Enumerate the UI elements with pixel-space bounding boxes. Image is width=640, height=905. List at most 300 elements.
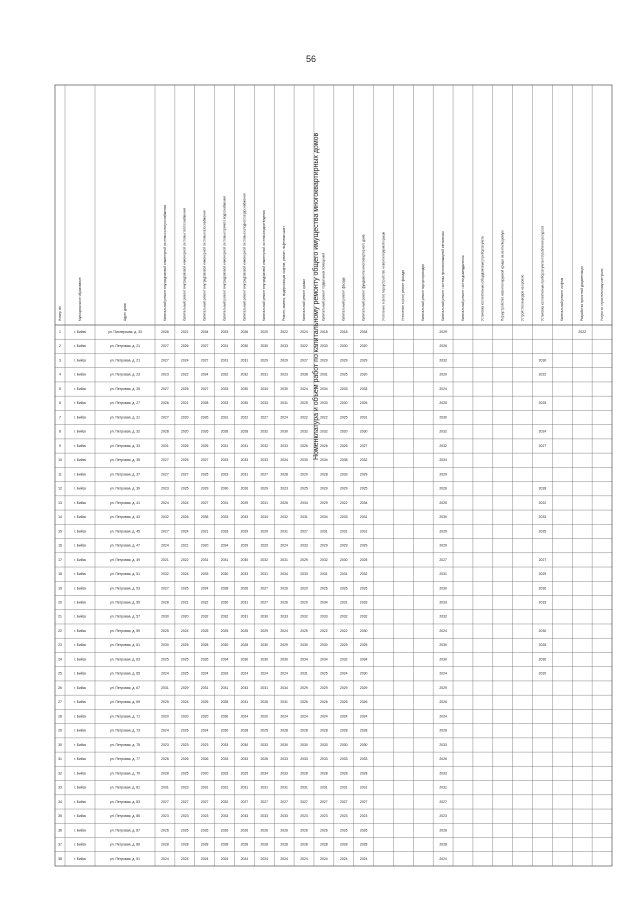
cell-year: 2033 <box>339 757 348 762</box>
cell-address: ул. Петровая, д. 77 <box>109 757 141 762</box>
column-header: Утепление и (или) переустройство невентилируемой крыши <box>381 231 386 321</box>
cell-year: 2028 <box>220 842 229 847</box>
cell-year: 2032 <box>300 429 308 434</box>
cell-year: 2020 <box>359 372 368 377</box>
cell-year: 2018 <box>339 330 348 335</box>
cell-year: 2029 <box>260 628 269 633</box>
cell-year: 2034 <box>220 543 229 548</box>
cell-year: 2027 <box>200 386 209 391</box>
cell-address: ул. Петровая, д. 61 <box>109 643 141 648</box>
cell-year: 2029 <box>260 543 269 548</box>
cell-year: 2024 <box>220 856 229 861</box>
cell-year: 2029 <box>280 358 288 363</box>
cell-year: 2020 <box>181 415 189 420</box>
cell-year: 2030 <box>320 643 328 648</box>
cell-year: 2025 <box>181 643 189 648</box>
cell-year: 2027 <box>161 472 169 477</box>
cell-num: 25 <box>58 671 62 676</box>
cell-year: 2033 <box>359 386 368 391</box>
cell-year: 2033 <box>260 458 269 463</box>
cell-year: 2026 <box>181 443 189 448</box>
cell-mo: г. Бийск <box>74 344 86 349</box>
cell-year: 2026 <box>200 429 209 434</box>
cell-mo: г. Бийск <box>74 814 86 819</box>
cell-year: 2027 <box>161 344 169 349</box>
cell-year: 2025 <box>220 628 229 633</box>
cell-year: 2023 <box>161 486 169 491</box>
cell-year: 2021 <box>181 330 189 335</box>
cell-year: 2023 <box>181 742 189 747</box>
cell-year: 2032 <box>220 614 229 619</box>
cell-year: 2024 <box>439 628 447 633</box>
cell-year: 2030 <box>339 401 348 406</box>
cell-year: 2030 <box>339 344 348 349</box>
cell-year: 2026 <box>240 828 249 833</box>
cell-year: 2034 <box>280 458 288 463</box>
cell-year: 2031 <box>260 372 269 377</box>
column-header: Капитальный ремонт систем дымоудаления <box>460 255 465 321</box>
cell-mo: г. Бийск <box>74 486 86 491</box>
cell-year: 2034 <box>359 330 368 335</box>
cell-year: 2020 <box>359 344 368 349</box>
cell-year: 2032 <box>439 429 447 434</box>
cell-year: 2029 <box>359 685 368 690</box>
cell-year: 2031 <box>339 600 348 605</box>
column-header: Капитальный ремонт внутридомовой инженерной системы горячего водоснабжения <box>222 195 227 321</box>
cell-year: 2033 <box>220 529 229 534</box>
cell-year: 2027 <box>260 586 269 591</box>
cell-year: 2029 <box>300 600 308 605</box>
cell-year: 2028 <box>280 842 288 847</box>
cell-num: 35 <box>58 814 62 819</box>
cell-num: 20 <box>58 600 62 605</box>
cell-year: 2033 <box>220 671 229 676</box>
cell-year: 2033 <box>320 344 328 349</box>
cell-year: 2032 <box>339 657 348 662</box>
cell-year: 2024 <box>161 671 169 676</box>
cell-year: 2025 <box>300 628 308 633</box>
cell-num: 14 <box>58 515 62 520</box>
cell-year: 2024 <box>300 856 308 861</box>
cell-mo: г. Бийск <box>74 799 86 804</box>
cell-address: ул. Петровая, д. 43 <box>109 515 141 520</box>
cell-year: 2033 <box>220 515 229 520</box>
cell-year: 2030 <box>439 643 447 648</box>
cell-address: ул. Петровая, д. 49 <box>109 557 141 562</box>
document-title: Номенклатура и объем работ по капитальному ремонту общего имущества многоквартирных домов <box>313 132 320 460</box>
cell-address: ул. Петровая, д. 85 <box>109 814 141 819</box>
cell-year: 2023 <box>359 814 368 819</box>
cell-year: 2025 <box>339 415 348 420</box>
cell-mo: г. Бийск <box>74 330 86 335</box>
cell-year: 2029 <box>320 500 328 505</box>
column-header: Капитальный ремонт мусоропроводов <box>421 264 426 321</box>
cell-year: 2031 <box>339 785 348 790</box>
cell-year: 2024 <box>359 856 368 861</box>
cell-year: 2033 <box>220 771 229 776</box>
cell-year: 2033 <box>339 386 348 391</box>
cell-year: 2026 <box>240 486 249 491</box>
cell-year: 2033 <box>320 614 328 619</box>
cell-year: 2027 <box>359 443 368 448</box>
cell-year: 2031 <box>200 557 209 562</box>
cell-year: 2023 <box>339 814 348 819</box>
cell-year: 2027 <box>300 358 308 363</box>
cell-num: 24 <box>58 657 62 662</box>
cell-year: 2024 <box>200 728 209 733</box>
cell-year: 2034 <box>260 386 269 391</box>
cell-address: ул. Петровая, д. 37 <box>109 472 141 477</box>
column-header: Услуги по строительному контролю <box>599 268 604 321</box>
cell-year: 2033 <box>220 742 229 747</box>
cell-address: ул. Петровая, д. 57 <box>109 614 141 619</box>
cell-year: 2025 <box>181 458 189 463</box>
cell-year: 2027 <box>161 386 169 391</box>
cell-year: 2022 <box>300 344 308 349</box>
cell-year: 2031 <box>300 671 308 676</box>
cell-year: 2031 <box>240 358 249 363</box>
cell-year: 2027 <box>439 799 447 804</box>
cell-year: 2033 <box>240 458 249 463</box>
cell-num: 17 <box>58 557 62 562</box>
cell-year: 2028 <box>359 842 368 847</box>
cell-year: 2033 <box>220 757 229 762</box>
cell-year: 2026 <box>359 401 368 406</box>
cell-year: 2031 <box>220 358 229 363</box>
cell-year: 2024 <box>181 700 189 705</box>
cell-year: 2032 <box>359 572 368 577</box>
cell-year: 2023 <box>181 785 189 790</box>
cell-year: 2031 <box>220 443 229 448</box>
cell-year: 2024 <box>439 714 447 719</box>
cell-year: 2033 <box>439 600 447 605</box>
cell-mo: г. Бийск <box>74 372 86 377</box>
cell-year: 2020 <box>300 472 308 477</box>
cell-address: ул. Петровая, д. 71 <box>109 714 141 719</box>
cell-year: 2031 <box>200 685 209 690</box>
cell-year: 2031 <box>240 600 249 605</box>
cell-year: 2031 <box>300 515 308 520</box>
cell-year: 2030 <box>260 614 269 619</box>
cell-year: 2020 <box>260 714 269 719</box>
cell-year: 2030 <box>339 557 348 562</box>
cell-year: 2026 <box>359 700 368 705</box>
cell-mo: г. Бийск <box>74 856 86 861</box>
cell-year: 2028 <box>240 728 249 733</box>
cell-mo: г. Бийск <box>74 500 86 505</box>
cell-year: 2022 <box>339 628 348 633</box>
cell-year: 2029 <box>359 472 368 477</box>
cell-year: 2034 <box>320 515 328 520</box>
cell-mo: г. Бийск <box>74 515 86 520</box>
cell-year: 2026 <box>280 586 288 591</box>
cell-year: 2025 <box>181 586 189 591</box>
cell-address: ул. Петровая, д. 31 <box>109 415 141 420</box>
cell-address: ул. Петровая, д. 41 <box>109 500 141 505</box>
cell-year: 2033 <box>220 814 229 819</box>
cell-year: 2023 <box>320 814 328 819</box>
column-header: Устройство выходов на кровлю <box>520 274 525 321</box>
cell-year: 2034 <box>200 330 209 335</box>
cell-mo: г. Бийск <box>74 472 86 477</box>
cell-mo: г. Бийск <box>74 529 86 534</box>
cell-year: 2028 <box>320 842 328 847</box>
cell-year: 2022 <box>300 415 308 420</box>
cell-year: 2029 <box>339 643 348 648</box>
cell-year: 2031 <box>359 415 368 420</box>
cell-year: 2033 <box>280 757 288 762</box>
cell-year: 2025 <box>200 443 209 448</box>
cell-year: 2030 <box>240 657 249 662</box>
cell-year: 2027 <box>161 415 169 420</box>
cell-year: 2026 <box>320 586 328 591</box>
column-header: Капитальный ремонт внутридомовой инженерной системы теплоснабжения <box>182 207 187 321</box>
cell-year: 2030 <box>220 600 229 605</box>
cell-address: ул. Петровая, д. 79 <box>109 771 141 776</box>
cell-year: 2033 <box>359 600 368 605</box>
cell-year: 2030 <box>240 557 249 562</box>
cell-year: 2027 <box>200 799 209 804</box>
cell-year: 2033 <box>439 742 447 747</box>
cell-mo: г. Бийск <box>74 771 86 776</box>
column-header: Ремонт, замена, модернизация лифтов, ремонт лифтовых шахт <box>281 226 286 321</box>
cell-mo: г. Бийск <box>74 614 86 619</box>
cell-year: 2023 <box>439 814 447 819</box>
cell-year: 2033 <box>240 814 249 819</box>
cell-year: 2033 <box>260 814 269 819</box>
cell-year: 2027 <box>200 500 209 505</box>
cell-year: 2028 <box>161 771 169 776</box>
cell-mo: г. Бийск <box>74 643 86 648</box>
cell-year: 2027 <box>181 472 189 477</box>
cell-year: 2030 <box>280 742 288 747</box>
cell-year: 2032 <box>339 614 348 619</box>
cell-year: 2023 <box>200 742 209 747</box>
cell-mo: г. Бийск <box>74 415 86 420</box>
cell-num: 9 <box>59 443 61 448</box>
cell-mo: г. Бийск <box>74 714 86 719</box>
cell-year: 2032 <box>280 515 288 520</box>
cell-year: 2026 <box>439 486 447 491</box>
cell-year: 2024 <box>300 330 308 335</box>
cell-year: 2028 <box>161 429 169 434</box>
cell-year: 2026 <box>280 600 288 605</box>
cell-year: 2027 <box>538 557 547 562</box>
cell-year: 2025 <box>161 700 169 705</box>
cell-year: 2029 <box>240 543 249 548</box>
cell-year: 2020 <box>260 330 269 335</box>
cell-year: 2022 <box>538 500 547 505</box>
cell-year: 2029 <box>339 486 348 491</box>
cell-year: 2025 <box>200 472 209 477</box>
cell-year: 2033 <box>280 344 288 349</box>
cell-year: 2033 <box>339 515 348 520</box>
cell-year: 2024 <box>339 856 348 861</box>
cell-address: ул. Петровая, д. 21 <box>109 358 141 363</box>
cell-year: 2026 <box>339 443 348 448</box>
cell-year: 2026 <box>339 586 348 591</box>
cell-year: 2032 <box>359 614 368 619</box>
cell-year: 2028 <box>200 401 209 406</box>
cell-address: ул. Петровая, д. 65 <box>109 671 141 676</box>
cell-year: 2028 <box>220 429 229 434</box>
cell-year: 2032 <box>161 572 169 577</box>
cell-year: 2027 <box>300 799 308 804</box>
cell-year: 2030 <box>359 742 368 747</box>
cell-year: 2026 <box>320 700 328 705</box>
cell-year: 2033 <box>220 386 229 391</box>
cell-year: 2034 <box>320 600 328 605</box>
cell-year: 2026 <box>161 330 169 335</box>
cell-year: 2022 <box>240 415 249 420</box>
cell-year: 2027 <box>300 529 308 534</box>
cell-year: 2035 <box>200 515 209 520</box>
cell-year: 2033 <box>359 757 368 762</box>
cell-year: 2030 <box>161 643 169 648</box>
cell-num: 33 <box>58 785 62 790</box>
cell-year: 2032 <box>320 557 328 562</box>
cell-year: 2025 <box>538 643 547 648</box>
cell-year: 2020 <box>200 543 209 548</box>
cell-year: 2027 <box>200 344 209 349</box>
cell-year: 2029 <box>240 500 249 505</box>
cell-year: 2027 <box>339 799 348 804</box>
cell-num: 22 <box>58 628 62 633</box>
cell-year: 2030 <box>439 657 447 662</box>
cell-year: 2025 <box>200 700 209 705</box>
cell-year: 2024 <box>200 372 209 377</box>
cell-year: 2026 <box>181 344 189 349</box>
cell-address: ул. Петровая, д. 87 <box>109 828 141 833</box>
cell-year: 2021 <box>181 543 189 548</box>
cell-year: 2031 <box>300 785 308 790</box>
cell-year: 2030 <box>240 386 249 391</box>
cell-year: 2034 <box>439 458 447 463</box>
cell-year: 2031 <box>260 785 269 790</box>
cell-mo: г. Бийск <box>74 557 86 562</box>
cell-year: 2034 <box>280 685 288 690</box>
cell-year: 2026 <box>439 828 447 833</box>
cell-year: 2034 <box>300 657 308 662</box>
cell-year: 2020 <box>200 771 209 776</box>
cell-year: 2030 <box>260 643 269 648</box>
cell-year: 2030 <box>538 358 547 363</box>
cell-year: 2027 <box>161 458 169 463</box>
cell-num: 36 <box>58 828 62 833</box>
cell-year: 2031 <box>339 529 348 534</box>
cell-num: 37 <box>58 842 62 847</box>
cell-year: 2031 <box>359 515 368 520</box>
cell-address: ул. Петровая, д. 63 <box>109 657 141 662</box>
cell-year: 2020 <box>200 714 209 719</box>
cell-year: 2033 <box>339 472 348 477</box>
cell-year: 2024 <box>240 856 249 861</box>
cell-year: 2026 <box>300 700 308 705</box>
cell-year: 2038 <box>300 372 308 377</box>
cell-year: 2028 <box>320 771 328 776</box>
cell-year: 2032 <box>359 458 368 463</box>
cell-year: 2025 <box>240 628 249 633</box>
cell-year: 2033 <box>240 572 249 577</box>
cell-year: 2024 <box>320 714 328 719</box>
cell-year: 2022 <box>200 600 209 605</box>
cell-year: 2024 <box>161 728 169 733</box>
column-header: Муниципальное образование <box>77 277 82 321</box>
cell-year: 2029 <box>359 543 368 548</box>
cell-year: 2030 <box>300 458 308 463</box>
cell-year: 2028 <box>439 842 447 847</box>
cell-year: 2032 <box>260 443 269 448</box>
cell-year: 2026 <box>260 757 269 762</box>
cell-num: 18 <box>58 572 62 577</box>
cell-address: ул. Петровая, д. 89 <box>109 842 141 847</box>
cell-year: 2026 <box>439 344 447 349</box>
cell-year: 2024 <box>439 386 447 391</box>
cell-year: 2022 <box>538 372 547 377</box>
cell-year: 2020 <box>181 714 189 719</box>
cell-year: 2033 <box>220 472 229 477</box>
cell-address: ул. Петровая, д. 35 <box>109 458 141 463</box>
column-header: Капитальный ремонт внутридомовой инженерной системы электроснабжения <box>162 204 167 321</box>
cell-year: 2026 <box>220 828 229 833</box>
cell-num: 28 <box>58 714 62 719</box>
cell-year: 2025 <box>181 386 189 391</box>
cell-year: 2031 <box>240 700 249 705</box>
column-header: Установка коллективных (общедомовых) приборов учета <box>480 236 485 321</box>
cell-year: 2028 <box>300 771 308 776</box>
cell-year: 2031 <box>280 529 288 534</box>
cell-num: 15 <box>58 529 62 534</box>
cell-mo: г. Бийск <box>74 785 86 790</box>
cell-year: 2030 <box>220 572 229 577</box>
cell-num: 1 <box>59 330 61 335</box>
cell-year: 2033 <box>320 757 328 762</box>
cell-year: 2028 <box>200 842 209 847</box>
cell-year: 2030 <box>439 415 447 420</box>
cell-year: 2027 <box>320 799 328 804</box>
cell-year: 2026 <box>161 757 169 762</box>
cell-year: 2026 <box>339 828 348 833</box>
cell-year: 2024 <box>439 671 447 676</box>
cell-year: 2030 <box>339 742 348 747</box>
cell-year: 2030 <box>538 586 547 591</box>
cell-year: 2030 <box>280 429 288 434</box>
cell-year: 2030 <box>240 742 249 747</box>
cell-year: 2024 <box>300 386 308 391</box>
cell-year: 2024 <box>200 856 209 861</box>
cell-year: 2024 <box>181 856 189 861</box>
cell-year: 2029 <box>359 358 368 363</box>
cell-year: 2032 <box>439 614 447 619</box>
cell-mo: г. Бийск <box>74 671 86 676</box>
cell-year: 2026 <box>200 757 209 762</box>
cell-year: 2032 <box>260 429 269 434</box>
cell-address: ул. Петровая, д. 45 <box>109 529 141 534</box>
cell-mo: г. Бийск <box>74 728 86 733</box>
cell-year: 2018 <box>320 330 328 335</box>
cell-year: 2022 <box>578 330 586 335</box>
cell-year: 2029 <box>439 543 447 548</box>
cell-year: 2033 <box>280 614 288 619</box>
cell-year: 2026 <box>359 586 368 591</box>
cell-year: 2033 <box>220 401 229 406</box>
cell-year: 2026 <box>181 757 189 762</box>
cell-year: 2033 <box>280 814 288 819</box>
cell-year: 2028 <box>181 842 189 847</box>
cell-year: 2031 <box>220 500 229 505</box>
cell-mo: г. Бийск <box>74 543 86 548</box>
cell-year: 2024 <box>339 671 348 676</box>
